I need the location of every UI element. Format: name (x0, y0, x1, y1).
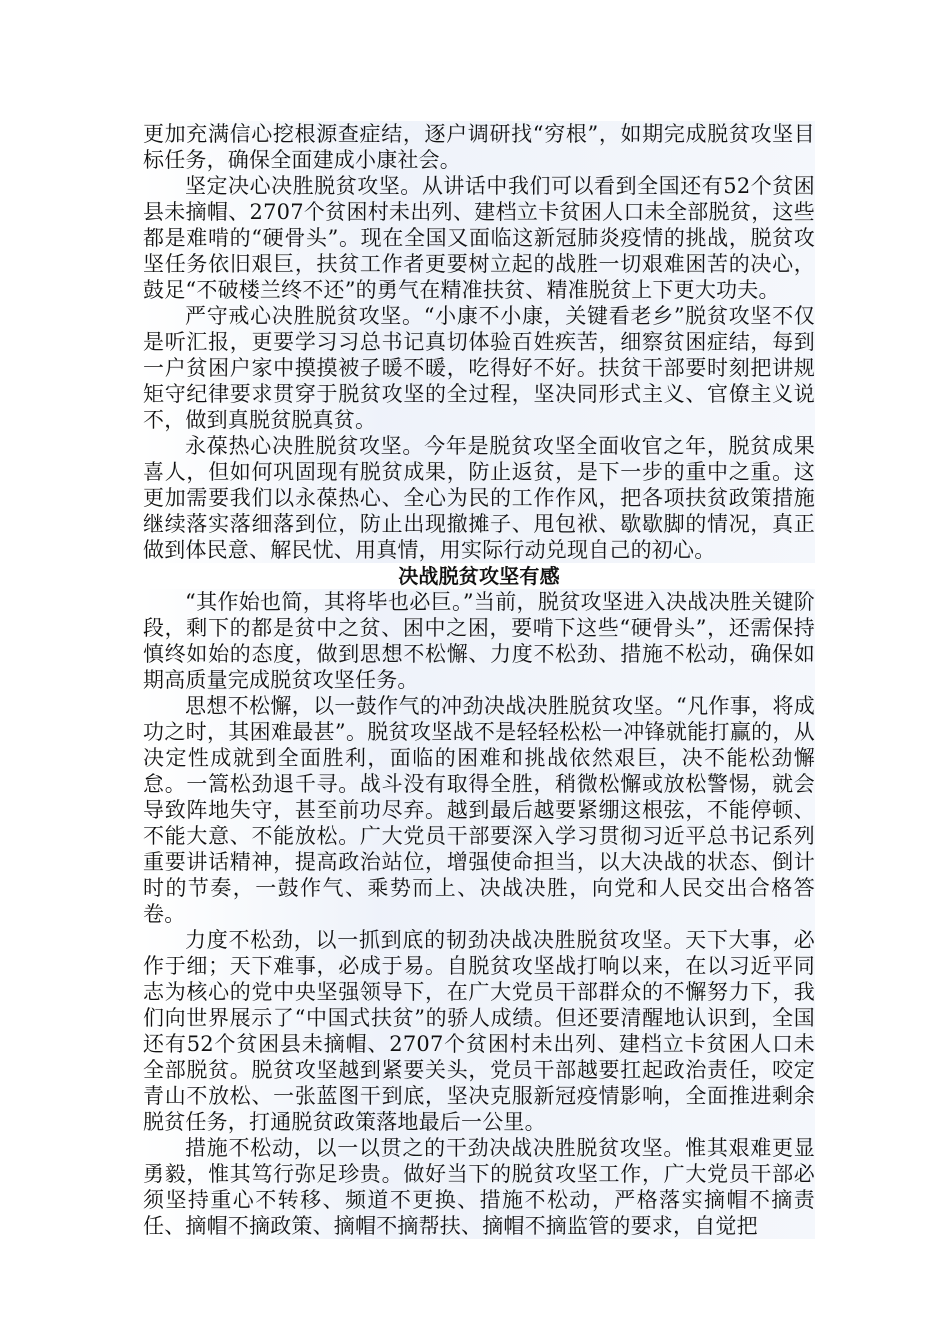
paragraph-continued: 更加充满信心挖根源查症结，逐户调研找“穷根”，如期完成脱贫攻坚目标任务，确保全面建成小康社会。 (143, 122, 815, 172)
paragraph-thought: 思想不松懈，以一鼓作气的冲劲决战决胜脱贫攻坚。“凡作事，将成功之时，其困难最甚”。脱贫攻坚战不是轻轻松松一冲锋就能打赢的，从决定性成就到全面胜利，面临的困难和挑战依然艰巨，决不能松劲懈怠。一篙松劲退千寻。战斗没有取得全胜，稍微松懈或放松警惕，就会导致阵地失守，甚至前功尽弃。越到最后越要紧绷这根弦，不能停顿、不能大意、不能放松。广大党员干部要深入学习贯彻习近平总书记系列重要讲话精神，提高政治站位，增强使命担当，以大决战的状态、倒计时的节奏，一鼓作气、乘势而上、决战决胜，向党和人民交出合格答卷。 (143, 694, 815, 926)
paragraph-effort: 力度不松劲，以一抓到底的韧劲决战决胜脱贫攻坚。天下大事，必作于细；天下难事，必成于易。自脱贫攻坚战打响以来，在以习近平同志为核心的党中央坚强领导下，在广大党员干部群众的不懈努力下，我们向世界展示了“中国式扶贫”的骄人成绩。但还要清醒地认识到，全国还有52个贫困县未摘帽、2707个贫困村未出列、建档立卡贫困人口未全部脱贫。脱贫攻坚越到紧要关头，党员干部越要扛起政治责任，咬定青山不放松、一张蓝图干到底，坚决克服新冠疫情影响，全面推进剩余脱贫任务，打通脱贫政策落地最后一公里。 (143, 928, 815, 1134)
document-page (143, 121, 815, 1239)
paragraph-intro: “其作始也简，其将毕也必巨。”当前，脱贫攻坚进入决战决胜关键阶段，剩下的都是贫中之贫、困中之困，要啃下这些“硬骨头”，还需保持慎终如始的态度，做到思想不松懈、力度不松劲、措施不松动，确保如期高质量完成脱贫攻坚任务。 (143, 590, 815, 692)
section-title: 决战脱贫攻坚有感 (398, 564, 560, 588)
paragraph-enthusiasm: 永葆热心决胜脱贫攻坚。今年是脱贫攻坚全面收官之年，脱贫成果喜人，但如何巩固现有脱贫成果，防止返贫，是下一步的重中之重。这更加需要我们以永葆热心、全心为民的工作作风，把各项扶贫政策措施继续落实落细落到位，防止出现撤摊子、甩包袱、歇歇脚的情况，真正做到体民意、解民忧、用真情，用实际行动兑现自己的初心。 (143, 434, 815, 562)
paragraph-determination: 坚定决心决胜脱贫攻坚。从讲话中我们可以看到全国还有52个贫困县未摘帽、2707个贫困村未出列、建档立卡贫困人口未全部脱贫，这些都是难啃的“硬骨头”。现在全国又面临这新冠肺炎疫情的挑战，脱贫攻坚任务依旧艰巨，扶贫工作者更要树立起的战胜一切艰难困苦的决心，鼓足“不破楼兰终不还”的勇气在精准扶贫、精准脱贫上下更大功夫。 (143, 174, 815, 302)
paragraph-vigilance: 严守戒心决胜脱贫攻坚。“小康不小康，关键看老乡”脱贫攻坚不仅是听汇报，更要学习习总书记真切体验百姓疾苦，细察贫困症结，每到一户贫困户家中摸摸被子暖不暖，吃得好不好。扶贫干部要时刻把讲规矩守纪律要求贯穿于脱贫攻坚的全过程，坚决同形式主义、官僚主义说不，做到真脱贫脱真贫。 (143, 304, 815, 432)
paragraph-measures: 措施不松动，以一以贯之的干劲决战决胜脱贫攻坚。惟其艰难更显勇毅，惟其笃行弥足珍贵。做好当下的脱贫攻坚工作，广大党员干部必须坚持重心不转移、频道不更换、措施不松动，严格落实摘帽不摘责任、摘帽不摘政策、摘帽不摘帮扶、摘帽不摘监管的要求，自觉把 (143, 1136, 815, 1238)
